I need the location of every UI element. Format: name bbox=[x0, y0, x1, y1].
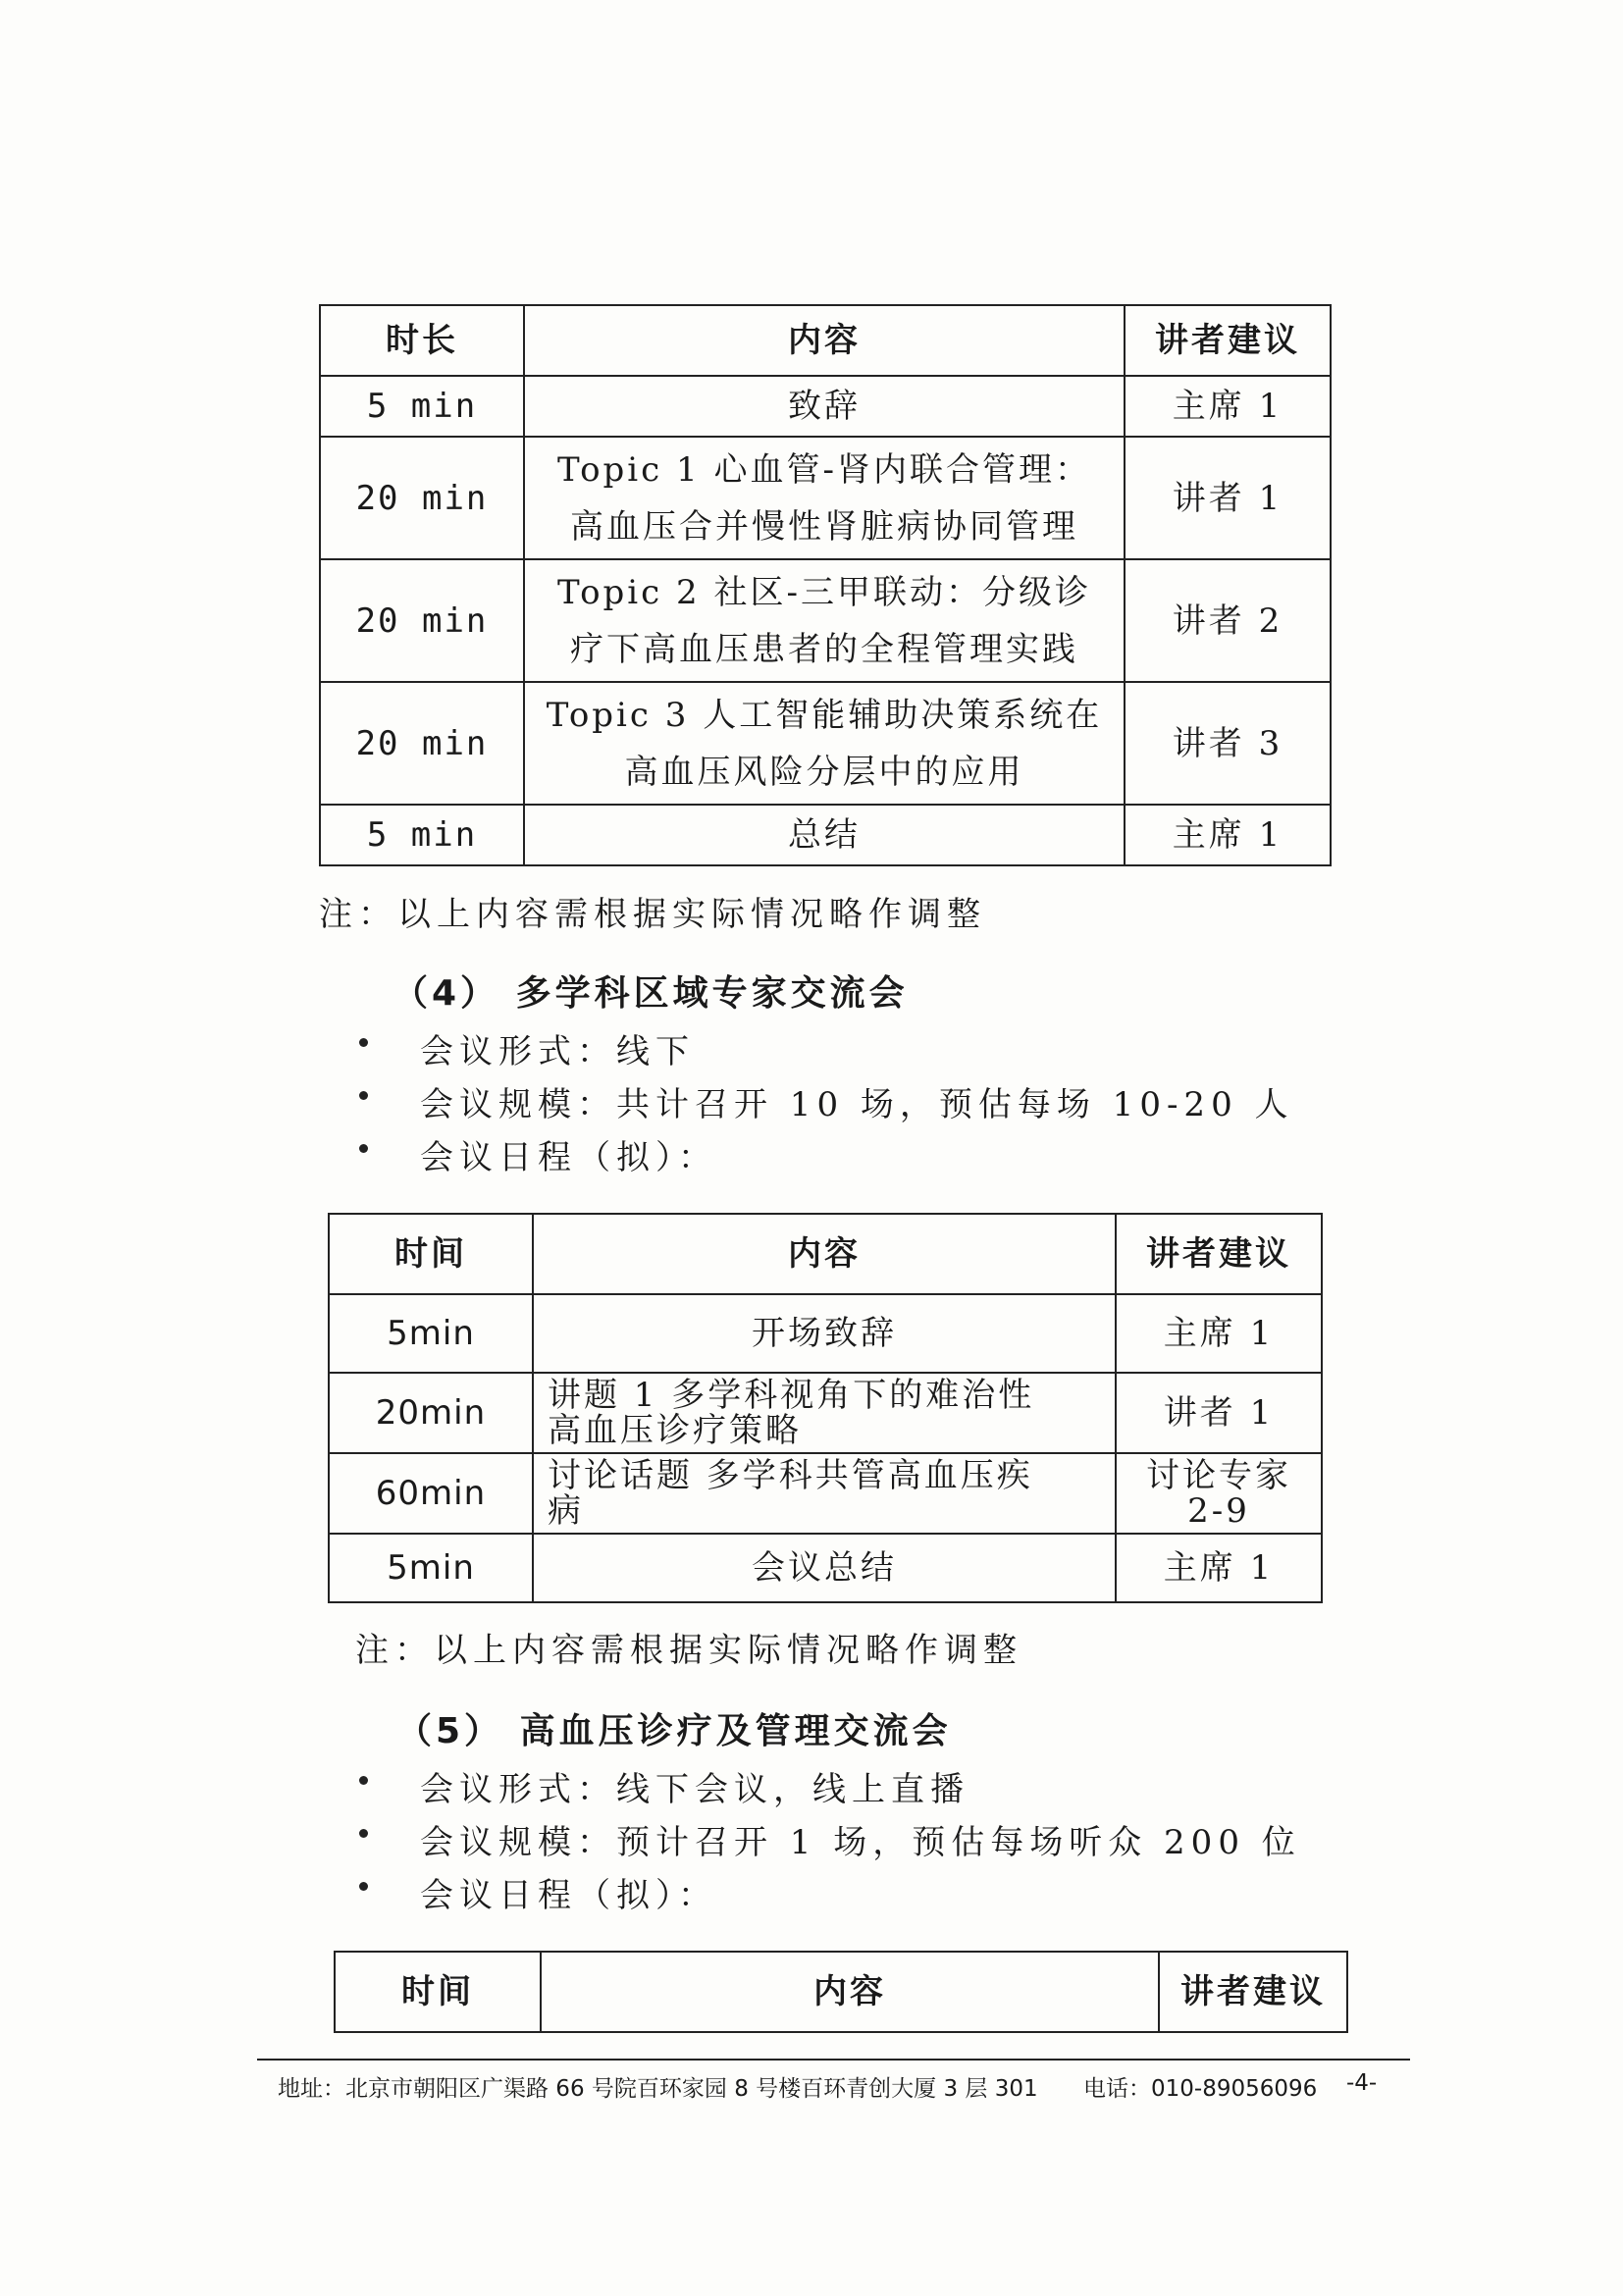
bullet-text: 会议日程（拟）： bbox=[420, 1876, 717, 1915]
cell-speaker: 讲者 1 bbox=[1116, 1373, 1322, 1453]
table-row bbox=[329, 1453, 1322, 1534]
content-line: 讲题 1 多学科视角下的难治性 bbox=[548, 1376, 1035, 1415]
content-line: 疗下高血压患者的全程管理实践 bbox=[570, 629, 1078, 669]
content-line: Topic 3 人工智能辅助决策系统在 bbox=[546, 695, 1103, 735]
cell-duration: 5 min bbox=[320, 805, 524, 865]
cell-duration: 20 min bbox=[320, 682, 524, 805]
cell-speaker: 主席 1 bbox=[1125, 376, 1331, 437]
cell-duration: 20 min bbox=[320, 437, 524, 559]
cell-speaker: 主席 1 bbox=[1125, 805, 1331, 865]
header-content: 内容 bbox=[541, 1952, 1159, 2032]
bullet-item bbox=[420, 1815, 1301, 1863]
table-header-row bbox=[329, 1214, 1322, 1294]
speaker-line: 讨论专家 bbox=[1146, 1456, 1291, 1495]
footer-divider bbox=[257, 2059, 1410, 2061]
bullet-item bbox=[420, 1868, 717, 1916]
table-header-row bbox=[335, 1952, 1347, 2032]
header-speaker: 讲者建议 bbox=[1125, 305, 1331, 376]
cell-time: 20min bbox=[329, 1373, 533, 1453]
bullet-dot-icon bbox=[359, 1829, 368, 1838]
cell-speaker: 主席 1 bbox=[1116, 1534, 1322, 1602]
cell-content bbox=[533, 1373, 1116, 1453]
cell-speaker: 讲者 2 bbox=[1125, 559, 1331, 682]
cell-speaker bbox=[1116, 1453, 1322, 1534]
page-number: -4- bbox=[1346, 2070, 1378, 2096]
header-duration: 时长 bbox=[320, 305, 524, 376]
bullet-dot-icon bbox=[359, 1882, 368, 1891]
table-row bbox=[320, 376, 1331, 437]
bullet-text: 会议形式：线下会议，线上直播 bbox=[420, 1770, 969, 1809]
content-line: 高血压诊疗策略 bbox=[548, 1411, 802, 1450]
header-speaker: 讲者建议 bbox=[1116, 1214, 1322, 1294]
section-heading-4: （4） 多学科区域专家交流会 bbox=[393, 973, 909, 1014]
cell-content bbox=[524, 559, 1125, 682]
table-row bbox=[329, 1294, 1322, 1373]
bullet-item bbox=[420, 1762, 969, 1810]
table-row bbox=[329, 1373, 1322, 1453]
bullet-item bbox=[420, 1130, 717, 1178]
cell-content bbox=[524, 437, 1125, 559]
cell-speaker: 主席 1 bbox=[1116, 1294, 1322, 1373]
table-header-row bbox=[320, 305, 1331, 376]
cell-content: 开场致辞 bbox=[533, 1294, 1116, 1373]
section-heading-5: （5） 高血压诊疗及管理交流会 bbox=[396, 1711, 952, 1751]
table-row bbox=[329, 1534, 1322, 1602]
header-content: 内容 bbox=[524, 305, 1125, 376]
cell-time: 5min bbox=[329, 1534, 533, 1602]
bullet-dot-icon bbox=[359, 1038, 368, 1047]
cell-content: 致辞 bbox=[524, 376, 1125, 437]
table-row bbox=[320, 559, 1331, 682]
bullet-text: 会议形式：线下 bbox=[420, 1032, 695, 1071]
table-row bbox=[320, 437, 1331, 559]
cell-content: 会议总结 bbox=[533, 1534, 1116, 1602]
cell-content bbox=[533, 1453, 1116, 1534]
cell-speaker: 讲者 1 bbox=[1125, 437, 1331, 559]
content-line: 病 bbox=[548, 1491, 584, 1531]
cell-time: 60min bbox=[329, 1453, 533, 1534]
speaker-line: 2-9 bbox=[1187, 1491, 1250, 1531]
cell-content: 总结 bbox=[524, 805, 1125, 865]
agenda-table-2 bbox=[328, 1213, 1323, 1603]
content-line: Topic 1 心血管-肾内联合管理： bbox=[557, 449, 1091, 490]
content-line: 高血压合并慢性肾脏病协同管理 bbox=[570, 506, 1078, 547]
bullet-text: 会议日程（拟）： bbox=[420, 1138, 717, 1177]
footer-phone: 电话：010-89056096 bbox=[1083, 2076, 1318, 2102]
cell-duration: 5 min bbox=[320, 376, 524, 437]
table-row bbox=[320, 805, 1331, 865]
content-line: Topic 2 社区-三甲联动：分级诊 bbox=[557, 572, 1091, 612]
bullet-dot-icon bbox=[359, 1091, 368, 1100]
footer-address: 地址：北京市朝阳区广渠路 66 号院百环家园 8 号楼百环青创大厦 3 层 301 bbox=[278, 2076, 1038, 2102]
bullet-text: 会议规模：预计召开 1 场，预估每场听众 200 位 bbox=[420, 1823, 1301, 1862]
bullet-item bbox=[420, 1024, 695, 1072]
table-note-2: 注：以上内容需根据实际情况略作调整 bbox=[355, 1631, 1022, 1670]
content-line: 高血压风险分层中的应用 bbox=[624, 752, 1024, 792]
cell-duration: 20 min bbox=[320, 559, 524, 682]
bullet-text: 会议规模：共计召开 10 场，预估每场 10-20 人 bbox=[420, 1085, 1294, 1124]
header-time: 时间 bbox=[329, 1214, 533, 1294]
content-line: 讨论话题 多学科共管高血压疾 bbox=[548, 1456, 1033, 1495]
bullet-item bbox=[420, 1077, 1294, 1125]
agenda-table-1 bbox=[319, 304, 1332, 866]
bullet-dot-icon bbox=[359, 1776, 368, 1785]
header-speaker: 讲者建议 bbox=[1159, 1952, 1347, 2032]
agenda-table-3 bbox=[334, 1951, 1348, 2033]
cell-speaker: 讲者 3 bbox=[1125, 682, 1331, 805]
cell-content bbox=[524, 682, 1125, 805]
table-row bbox=[320, 682, 1331, 805]
cell-time: 5min bbox=[329, 1294, 533, 1373]
bullet-dot-icon bbox=[359, 1144, 368, 1153]
header-content: 内容 bbox=[533, 1214, 1116, 1294]
table-note-1: 注：以上内容需根据实际情况略作调整 bbox=[319, 895, 986, 934]
header-time: 时间 bbox=[335, 1952, 541, 2032]
